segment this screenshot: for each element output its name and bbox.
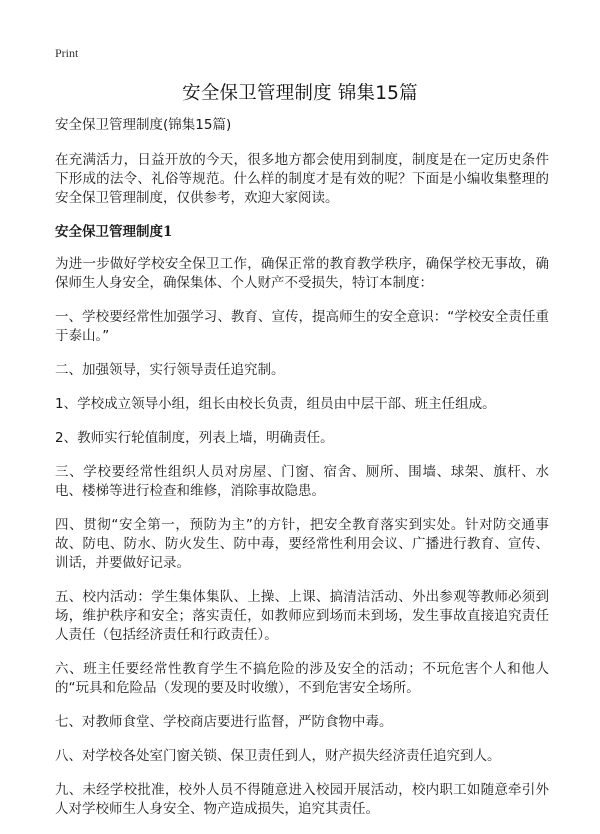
paragraph-clause-9: 九、未经学校批准，校外人员不得随意进入校园开展活动，校内职工如随意牵引外人对学校师生人身安全、物产造成损失，追究其责任。 — [55, 782, 549, 817]
document-body — [55, 116, 549, 834]
paragraph-preamble: 为进一步做好学校安全保卫工作，确保正常的教育教学秩序，确保学校无事故，确保师生人身安全，确保集体、个人财产不受损失，特订本制度： — [55, 256, 549, 291]
paragraph-clause-3: 三、学校要经常性组织人员对房屋、门窗、宿舍、厕所、围墙、球架、旗杆、水电、楼梯等进行检查和维修，消除事故隐患。 — [55, 464, 549, 499]
document-subtitle: 安全保卫管理制度(锦集15篇) — [55, 117, 232, 133]
paragraph-clause-5: 五、校内活动：学生集体集队、上操、上课、搞清洁活动、外出参观等教师必须到场，维护秩序和安全；落实责任，如教师应到场而未到场，发生事故直接追究责任人责任（包括经济责任和行政责任）。 — [55, 589, 549, 643]
paragraph-clause-1: 一、学校要经常性加强学习、教育、宣传，提高师生的安全意识：“学校安全责任重于泰山。” — [55, 309, 549, 344]
paragraph-clause-8: 八、对学校各处室门窗关锁、保卫责任到人，财产损失经济责任追究到人。 — [55, 748, 501, 764]
print-link[interactable]: Print — [55, 46, 79, 60]
paragraph-clause-4: 四、贯彻“安全第一，预防为主”的方针，把安全教育落实到实处。针对防交通事故、防电、防水、防火发生、防中毒，要经常性利用会议、广播进行教育、宣传、训话，并要做好记录。 — [55, 517, 549, 571]
paragraph-clause-2: 二、加强领导，实行领导责任追究制。 — [55, 362, 285, 378]
paragraph-clause-2-item-1: 1、学校成立领导小组，组长由校长负责，组员由中层干部、班主任组成。 — [55, 396, 496, 412]
paragraph-clause-2-item-2: 2、教师实行轮值制度，列表上墙，明确责任。 — [55, 430, 334, 446]
section-heading: 安全保卫管理制度1 — [55, 224, 173, 240]
paragraph-clause-6: 六、班主任要经常性教育学生不搞危险的涉及安全的活动；不玩危害个人和他人的“玩具和危险品（发现的要及时收缴），不到危害安全场所。 — [55, 661, 549, 696]
intro-paragraph: 在充满活力，日益开放的今天，很多地方都会使用到制度，制度是在一定历史条件下形成的法令、礼俗等规范。什么样的制度才是有效的呢？下面是小编收集整理的安全保卫管理制度，仅供参考，欢迎大家阅读。 — [55, 152, 549, 206]
document-title: 安全保卫管理制度 锦集15篇 — [182, 83, 418, 104]
paragraph-clause-7: 七、对教师食堂、学校商店要进行监督，严防食物中毒。 — [55, 714, 393, 730]
